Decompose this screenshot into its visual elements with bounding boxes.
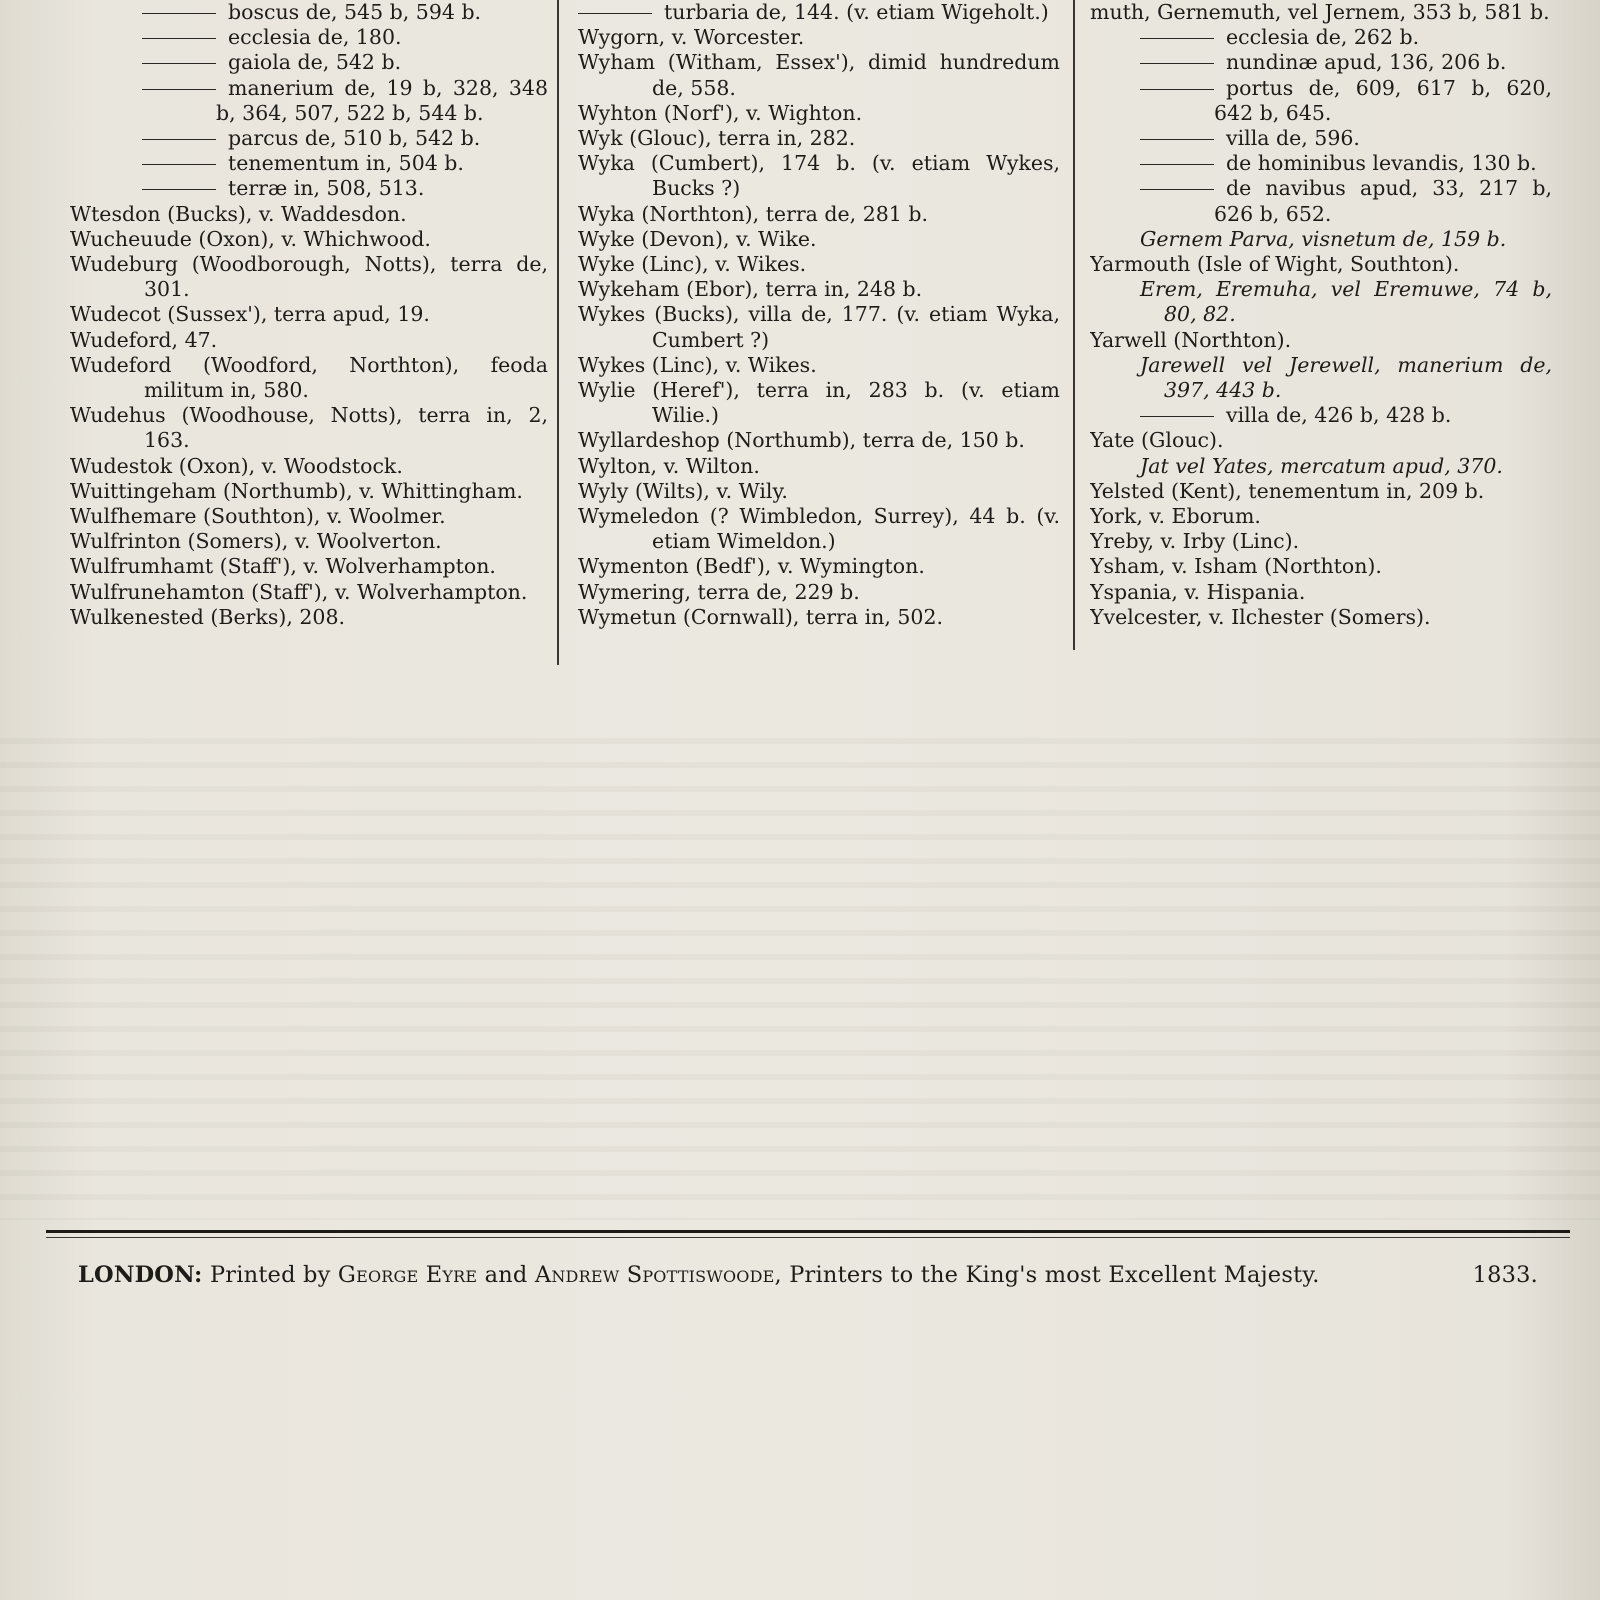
index-entry bbox=[70, 328, 548, 353]
index-entry bbox=[1090, 580, 1552, 605]
repeat-dash bbox=[1140, 164, 1214, 165]
index-entry bbox=[1090, 479, 1552, 504]
imprint-printer-2: Andrew Spottiswoode bbox=[534, 1262, 775, 1288]
index-subentry bbox=[1140, 176, 1552, 226]
repeat-dash bbox=[142, 189, 216, 190]
entry-text: Wyke (Linc), v. Wikes. bbox=[578, 252, 807, 277]
index-entry bbox=[578, 25, 1060, 50]
index-entry bbox=[70, 580, 548, 605]
footer-rule bbox=[46, 1230, 1570, 1233]
entry-text: Yspania, v. Hispania. bbox=[1090, 579, 1306, 604]
entry-text: de hominibus levandis, 130 b. bbox=[1226, 151, 1537, 176]
index-subentry bbox=[142, 176, 548, 201]
repeat-dash bbox=[142, 38, 216, 39]
entry-text: Wymenton (Bedf'), v. Wymington. bbox=[578, 554, 925, 579]
index-subentry bbox=[142, 0, 548, 25]
index-entry bbox=[70, 202, 548, 227]
index-entry bbox=[578, 202, 1060, 227]
entry-text: Yarmouth (Isle of Wight, Southton). bbox=[1090, 252, 1460, 277]
entry-text: Wulfrumhamt (Staff'), v. Wolverhampton. bbox=[70, 554, 496, 579]
entry-text: terræ in, 508, 513. bbox=[228, 176, 425, 201]
index-entry bbox=[1090, 252, 1552, 277]
entry-text: de navibus apud, 33, 217 b, 626 b, 652. bbox=[1214, 176, 1552, 226]
index-subentry bbox=[142, 76, 548, 126]
entry-text: Wulfrunehamton (Staff'), v. Wolverhampton. bbox=[70, 579, 528, 604]
entry-text: Wyk (Glouc), terra in, 282. bbox=[578, 126, 856, 151]
index-entry bbox=[1090, 554, 1552, 579]
entry-text: Wudeford, 47. bbox=[70, 327, 218, 352]
index-entry bbox=[578, 504, 1060, 554]
entry-text: Yelsted (Kent), tenementum in, 209 b. bbox=[1090, 478, 1485, 503]
entry-text: Wyka (Cumbert), 174 b. (v. etiam Wykes, Bucks ?) bbox=[578, 151, 1060, 201]
entry-text: muth, Gernemuth, vel Jernem, 353 b, 581 b. bbox=[1090, 0, 1550, 24]
index-subentry bbox=[1140, 50, 1552, 75]
entry-text: manerium de, 19 b, 328, 348 b, 364, 507, 522 b, 544 b. bbox=[216, 75, 548, 125]
entry-text: tenementum in, 504 b. bbox=[228, 151, 464, 176]
index-entry bbox=[70, 479, 548, 504]
entry-text: Wulfrinton (Somers), v. Woolverton. bbox=[70, 529, 442, 554]
entry-text: Wudehus (Woodhouse, Notts), terra in, 2, 163. bbox=[70, 403, 548, 453]
imprint-year: 1833. bbox=[1472, 1262, 1538, 1288]
entry-text: Wykes (Linc), v. Wikes. bbox=[578, 352, 817, 377]
index-subentry bbox=[142, 50, 548, 75]
repeat-dash bbox=[142, 89, 216, 90]
entry-text: turbaria de, 144. (v. etiam Wigeholt.) bbox=[664, 0, 1049, 24]
index-entry bbox=[1090, 428, 1552, 453]
index-entry bbox=[578, 227, 1060, 252]
entry-text: Erem, Eremuha, vel Eremuwe, 74 b, 80, 82. bbox=[1140, 277, 1552, 327]
entry-text: Gernem Parva, visnetum de, 159 b. bbox=[1140, 226, 1507, 251]
imprint-printed-by: Printed by bbox=[209, 1262, 331, 1288]
index-subentry bbox=[1140, 76, 1552, 126]
repeat-dash bbox=[142, 13, 216, 14]
entry-text: Wylie (Heref'), terra in, 283 b. (v. etiam Wilie.) bbox=[578, 378, 1060, 428]
index-entry bbox=[1090, 0, 1552, 25]
entry-text: Yarwell (Northton). bbox=[1090, 327, 1292, 352]
repeat-dash bbox=[1140, 139, 1214, 140]
entry-text: Wygorn, v. Worcester. bbox=[578, 25, 805, 50]
entry-text: boscus de, 545 b, 594 b. bbox=[228, 0, 482, 24]
entry-text: Yate (Glouc). bbox=[1090, 428, 1224, 453]
index-entry bbox=[578, 428, 1060, 453]
index-entry bbox=[70, 454, 548, 479]
entry-text: Jarewell vel Jerewell, manerium de, 397, 443 b. bbox=[1140, 352, 1552, 403]
index-subentry bbox=[578, 0, 1060, 25]
index-entry bbox=[578, 126, 1060, 151]
entry-text: Wyka (Northton), terra de, 281 b. bbox=[578, 201, 928, 226]
imprint-tail: , Printers to the King's most Excellent Majesty. bbox=[774, 1262, 1320, 1288]
repeat-dash bbox=[1140, 416, 1214, 417]
index-entry bbox=[578, 378, 1060, 428]
bleed-through-texture bbox=[0, 720, 1600, 1220]
index-entry bbox=[70, 252, 548, 302]
entry-text: Wymering, terra de, 229 b. bbox=[578, 579, 860, 604]
index-entry bbox=[1090, 605, 1552, 630]
index-entry bbox=[578, 277, 1060, 302]
index-entry bbox=[578, 101, 1060, 126]
entry-text: Wulfhemare (Southton), v. Woolmer. bbox=[70, 504, 446, 529]
imprint-printer-1: George Eyre bbox=[337, 1262, 478, 1288]
index-entry bbox=[70, 353, 548, 403]
entry-text: nundinæ apud, 136, 206 b. bbox=[1226, 50, 1507, 75]
footer-rule-thin bbox=[46, 1237, 1570, 1238]
index-subentry bbox=[142, 151, 548, 176]
entry-text: Wyke (Devon), v. Wike. bbox=[578, 226, 817, 251]
entry-text: Ysham, v. Isham (Northton). bbox=[1090, 554, 1382, 579]
index-variant-form bbox=[1090, 277, 1552, 327]
index-subentry bbox=[1140, 403, 1552, 428]
entry-text: Wylton, v. Wilton. bbox=[578, 453, 760, 478]
entry-text: parcus de, 510 b, 542 b. bbox=[228, 126, 481, 151]
index-entry bbox=[70, 529, 548, 554]
index-entry bbox=[578, 252, 1060, 277]
entry-text: Wymetun (Cornwall), terra in, 502. bbox=[578, 604, 944, 629]
entry-text: Yreby, v. Irby (Linc). bbox=[1090, 529, 1300, 554]
index-column-3 bbox=[1090, 0, 1552, 680]
index-subentry bbox=[1140, 151, 1552, 176]
index-entry bbox=[578, 605, 1060, 630]
entry-text: gaiola de, 542 b. bbox=[228, 50, 402, 75]
index-column-2 bbox=[578, 0, 1060, 680]
index-entry bbox=[1090, 529, 1552, 554]
entry-text: ecclesia de, 180. bbox=[228, 25, 402, 50]
repeat-dash bbox=[1140, 89, 1214, 90]
column-divider-2 bbox=[1073, 0, 1075, 650]
index-entry bbox=[70, 403, 548, 453]
entry-text: Wtesdon (Bucks), v. Waddesdon. bbox=[70, 201, 407, 226]
entry-text: Wuittingeham (Northumb), v. Whittingham. bbox=[70, 478, 523, 503]
index-entry bbox=[578, 580, 1060, 605]
printer-imprint bbox=[78, 1262, 1548, 1288]
entry-text: Wykes (Bucks), villa de, 177. (v. etiam Wyka, Cumbert ?) bbox=[578, 302, 1060, 352]
entry-text: villa de, 426 b, 428 b. bbox=[1226, 403, 1452, 428]
repeat-dash bbox=[1140, 189, 1214, 190]
repeat-dash bbox=[142, 164, 216, 165]
index-entry bbox=[578, 554, 1060, 579]
index-entry bbox=[578, 50, 1060, 100]
repeat-dash bbox=[578, 13, 652, 14]
repeat-dash bbox=[1140, 63, 1214, 64]
index-variant-form bbox=[1090, 227, 1552, 252]
entry-text: Wudeford (Woodford, Northton), feoda militum in, 580. bbox=[70, 352, 548, 403]
entry-text: Wykeham (Ebor), terra in, 248 b. bbox=[578, 277, 923, 302]
index-entry bbox=[578, 353, 1060, 378]
index-entry bbox=[70, 504, 548, 529]
index-entry bbox=[70, 605, 548, 630]
index-entry bbox=[578, 151, 1060, 201]
index-entry bbox=[1090, 504, 1552, 529]
entry-text: Wudecot (Sussex'), terra apud, 19. bbox=[70, 302, 430, 327]
entry-text: ecclesia de, 262 b. bbox=[1226, 25, 1420, 50]
entry-text: Wyham (Witham, Essex'), dimid hundredum de, 558. bbox=[578, 50, 1060, 100]
entry-text: Jat vel Yates, mercatum apud, 370. bbox=[1140, 453, 1503, 478]
entry-text: Wudestok (Oxon), v. Woodstock. bbox=[70, 453, 403, 478]
index-column-1 bbox=[70, 0, 548, 680]
entry-text: Wyly (Wilts), v. Wily. bbox=[578, 478, 788, 503]
entry-text: Wudeburg (Woodborough, Notts), terra de, 301. bbox=[70, 252, 548, 302]
entry-text: York, v. Eborum. bbox=[1090, 504, 1261, 529]
entry-text: Wyllardeshop (Northumb), terra de, 150 b. bbox=[578, 428, 1025, 453]
imprint-city: LONDON: bbox=[78, 1262, 203, 1288]
index-entry bbox=[1090, 328, 1552, 353]
repeat-dash bbox=[142, 63, 216, 64]
index-entry bbox=[578, 479, 1060, 504]
column-divider-1 bbox=[557, 0, 559, 665]
index-entry bbox=[70, 227, 548, 252]
index-entry bbox=[70, 302, 548, 327]
index-subentry bbox=[142, 126, 548, 151]
index-entry bbox=[578, 302, 1060, 352]
entry-text: Wulkenested (Berks), 208. bbox=[70, 604, 346, 629]
index-entry bbox=[578, 454, 1060, 479]
entry-text: Wymeledon (? Wimbledon, Surrey), 44 b. (v. etiam Wimeldon.) bbox=[578, 504, 1060, 554]
entry-text: villa de, 596. bbox=[1226, 126, 1360, 151]
repeat-dash bbox=[1140, 38, 1214, 39]
index-entry bbox=[70, 554, 548, 579]
index-variant-form bbox=[1090, 454, 1552, 479]
index-variant-form bbox=[1090, 353, 1552, 403]
index-subentry bbox=[1140, 126, 1552, 151]
index-subentry bbox=[1140, 25, 1552, 50]
index-subentry bbox=[142, 25, 548, 50]
repeat-dash bbox=[142, 139, 216, 140]
entry-text: Wucheuude (Oxon), v. Whichwood. bbox=[70, 226, 431, 251]
entry-text: portus de, 609, 617 b, 620, 642 b, 645. bbox=[1214, 75, 1552, 125]
imprint-and: and bbox=[484, 1262, 528, 1288]
entry-text: Yvelcester, v. Ilchester (Somers). bbox=[1090, 604, 1431, 629]
entry-text: Wyhton (Norf'), v. Wighton. bbox=[578, 100, 863, 125]
